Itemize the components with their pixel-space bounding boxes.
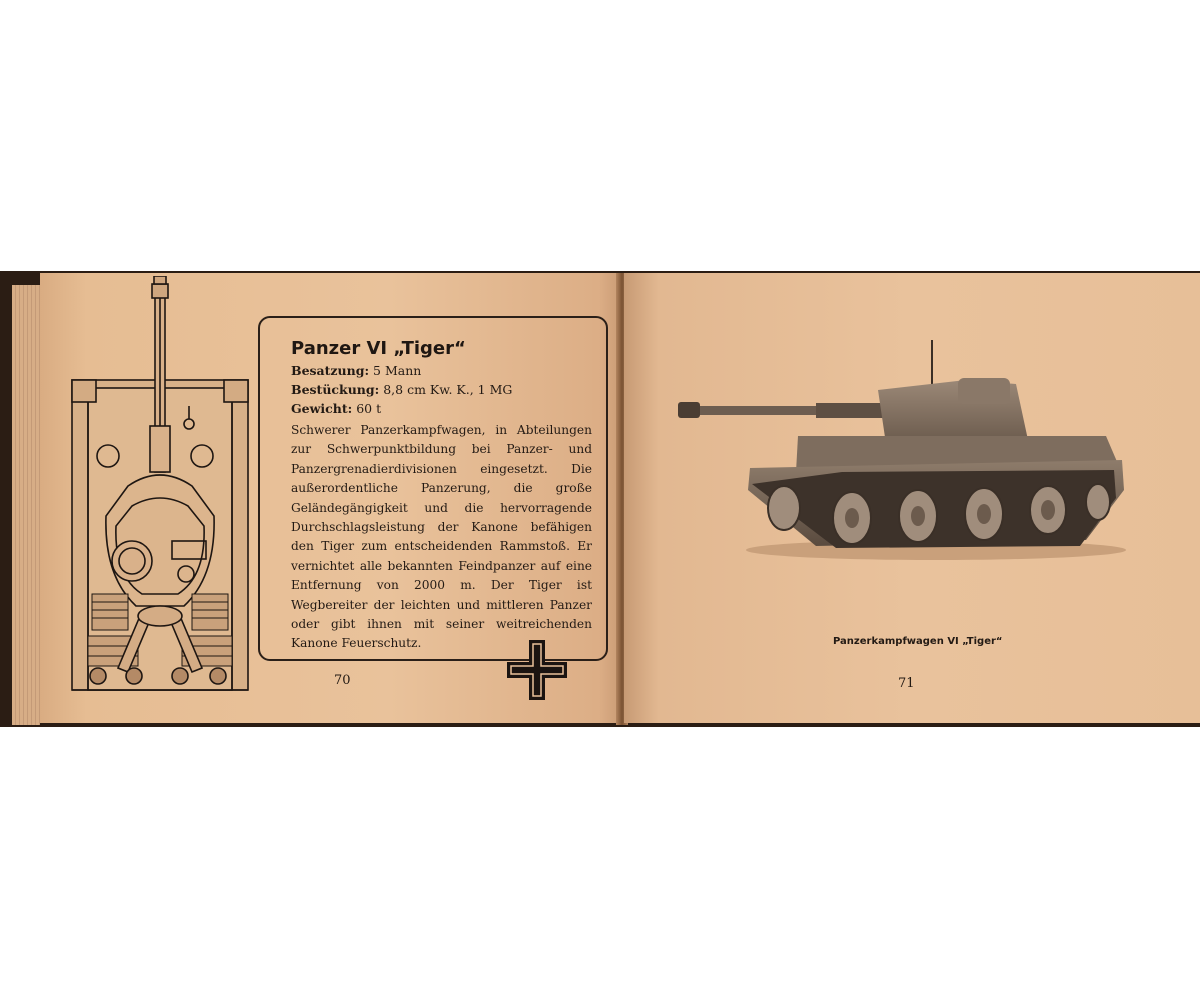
tank-top-view-drawing (66, 276, 252, 696)
description-text: Schwerer Panzerkampfwagen, in Abteilungen zur Schwerpunktbildung bei Panzer- und Panzergrenadierdivisionen eingesetzt. Die außerordentliche Panzerung, die große Geländegängigkeit und die hervorragende Durchschlagsleistung der Kanone befähigen den Tiger zum entscheidenden Rammstoß. Er vernichtet alle bekannten Feindpanzer auf eine Entfernung von 2000 m. Der Tiger ist Wegbereiter der leichten und mittleren Panzer oder gibt ihnen mit seiner weitreichenden Kanone Feuerschutz. (291, 423, 592, 651)
spec-label: Bestückung: (291, 382, 380, 397)
page-title: Panzer VI „Tiger“ (291, 338, 466, 359)
photo-caption: Panzerkampfwagen VI „Tiger“ (833, 636, 1003, 647)
spec-value: 5 Mann (373, 363, 422, 378)
spec-crew (291, 363, 421, 378)
spec-value: 8,8 cm Kw. K., 1 MG (383, 382, 513, 397)
spec-weight (291, 401, 381, 416)
spec-armament (291, 382, 512, 397)
spec-label: Besatzung: (291, 363, 370, 378)
cross-emblem (507, 640, 567, 700)
spec-label: Gewicht: (291, 401, 353, 416)
spec-value: 60 t (356, 401, 382, 416)
tiger-tank-photo (666, 340, 1128, 560)
page-edges (12, 285, 40, 725)
page-number-right: 71 (898, 676, 915, 691)
page-number-left: 70 (334, 673, 351, 688)
